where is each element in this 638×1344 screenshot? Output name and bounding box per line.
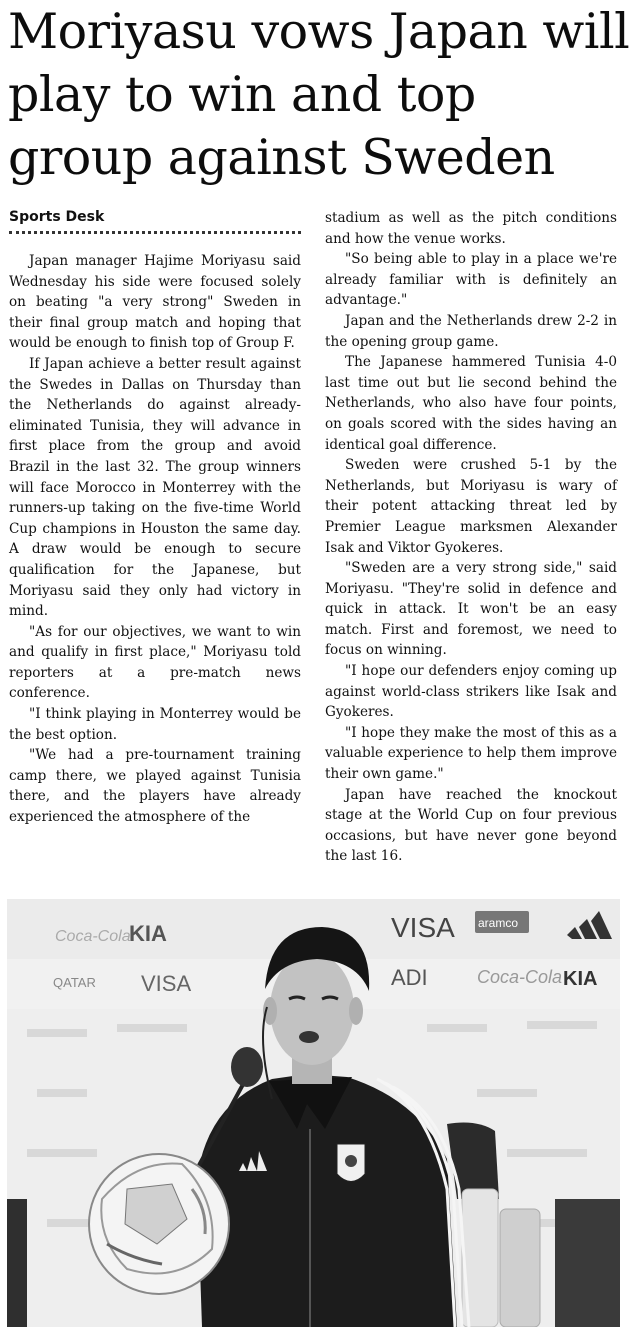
paragraph: "So being able to play in a place we're already familiar with is definitely an advantage.": [325, 251, 617, 309]
microphone-icon: [231, 1047, 263, 1087]
qatar-logo: QATAR: [53, 975, 96, 990]
article-column-1: [9, 251, 301, 828]
paragraph: If Japan achieve a better result against the Swedes in Dallas on Thursday than the Netherlands do against already-eliminated Tunisia, they will advance in first place from the group and avoid Brazil in the last 32. The group winners will face Morocco in Monterrey with the runners-up taking on the five-time World Cup champions in Houston the same day. A draw would be enough to secure qualification for the Japanese, but Moriyasu said they only had victory in mind.: [9, 355, 301, 620]
paragraph-continued: stadium as well as the pitch conditions and how the venue works.: [325, 210, 617, 247]
paragraph: "We had a pre-tournament training camp there, we played against Tunisia there, and the players have already experienced the atmosphere of the: [9, 747, 301, 826]
aramco-logo: aramco: [478, 916, 519, 930]
visa-logo: VISA: [391, 912, 455, 943]
paragraph: "I think playing in Monterrey would be the best option.: [9, 706, 301, 743]
headline: Moriyasu vows Japan will play to win and top group against Sweden: [8, 3, 630, 186]
paragraph: "Sweden are a very strong side," said Moriyasu. "They're solid in defence and quick in attack. It won't be an easy match. First and foremost, we need to focus on winning.: [325, 560, 617, 659]
paragraph: Japan have reached the knockout stage at the World Cup on four previous occasions, but have never gone beyond the last 16.: [325, 786, 617, 865]
byline: Sports Desk: [9, 209, 301, 234]
paragraph: "I hope they make the most of this as a valuable experience to help them improve their own game.": [325, 724, 617, 783]
paragraph: Sweden were crushed 5-1 by the Netherlands, but Moriyasu is wary of their potent attacking threat led by Premier League marksmen Alexander Isak and Viktor Gyokeres.: [325, 457, 617, 556]
paragraph: "I hope our defenders enjoy coming up against world-class strikers like Isak and Gyokeres.: [325, 663, 617, 721]
kia-logo: KIA: [129, 921, 167, 946]
coca-cola-logo-2: Coca-Cola: [477, 967, 563, 987]
adi-logo: ADI: [391, 965, 428, 990]
kia-logo-2: KIA: [563, 968, 598, 990]
paragraph: The Japanese hammered Tunisia 4-0 last time out but lie second behind the Netherlands, who also have four points, on goals scored with the sides having an identical goal difference.: [325, 354, 617, 453]
paragraph: Japan and the Netherlands drew 2-2 in the opening group game.: [325, 312, 617, 350]
press-conference-photo: [7, 899, 620, 1327]
article-column-2: [325, 208, 617, 867]
football: [89, 1154, 229, 1294]
visa-logo-2: VISA: [141, 971, 192, 996]
paragraph: "As for our objectives, we want to win and qualify in first place," Moriyasu told reporters at a pre-match news conference.: [9, 623, 301, 702]
paragraph: Japan manager Hajime Moriyasu said Wednesday his side were focused solely on beating "a very strong" Sweden in their final group match and hoping that would be enough to finish top of Group F.: [9, 253, 301, 352]
coca-cola-logo: Coca-Cola: [55, 928, 131, 945]
